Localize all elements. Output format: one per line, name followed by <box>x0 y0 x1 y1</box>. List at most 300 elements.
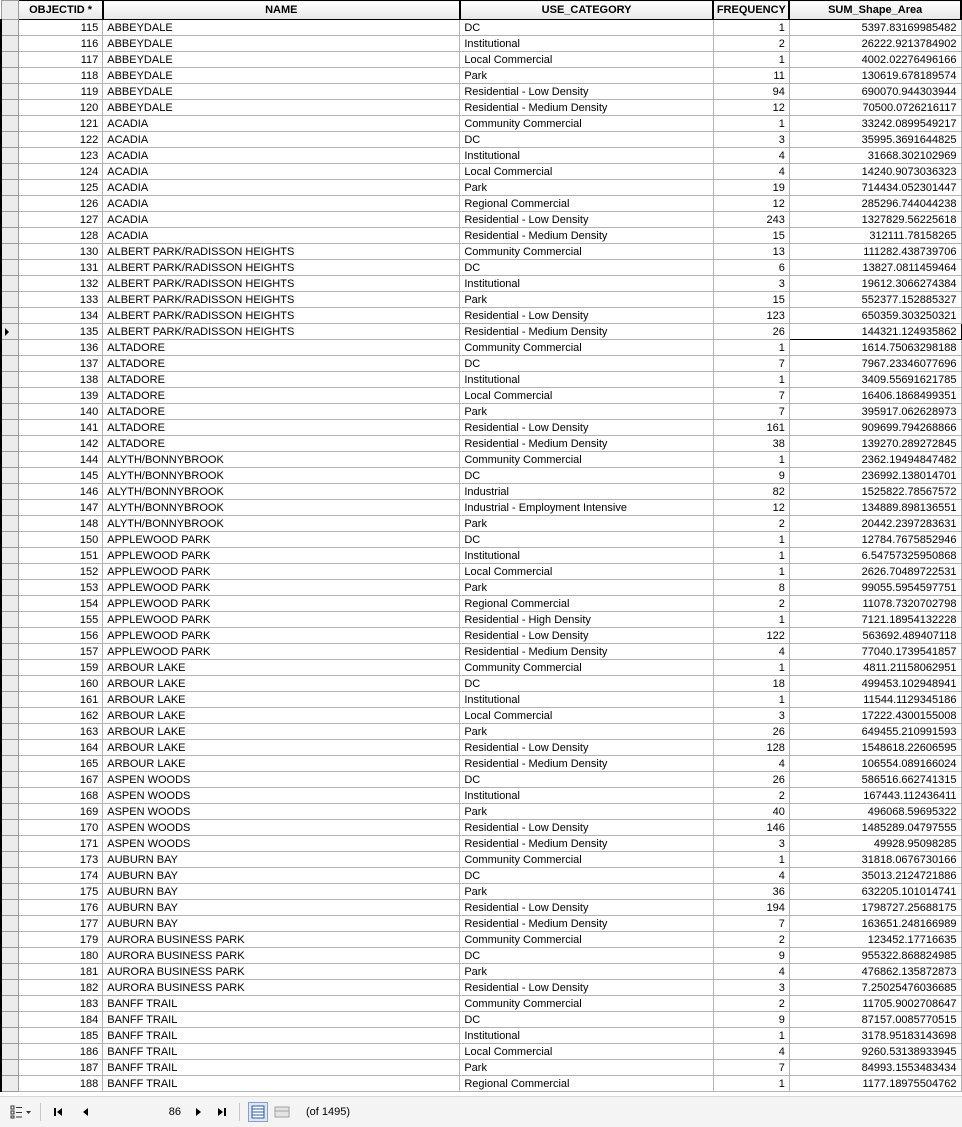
cell-use-category[interactable]: Regional Commercial <box>460 596 714 612</box>
cell-objectid[interactable]: 180 <box>19 948 103 964</box>
cell-frequency[interactable]: 4 <box>713 644 789 660</box>
cell-name[interactable]: ALTADORE <box>103 420 460 436</box>
cell-use-category[interactable]: Park <box>460 180 714 196</box>
row-selector[interactable] <box>1 580 19 596</box>
cell-frequency[interactable]: 1 <box>713 692 789 708</box>
cell-frequency[interactable]: 4 <box>713 1044 789 1060</box>
cell-use-category[interactable]: Local Commercial <box>460 1044 714 1060</box>
cell-name[interactable]: AURORA BUSINESS PARK <box>103 980 460 996</box>
cell-sum-shape-area[interactable]: 690070.944303944 <box>789 84 961 100</box>
row-selector[interactable] <box>1 724 19 740</box>
table-row[interactable] <box>1 772 961 788</box>
cell-objectid[interactable]: 164 <box>19 740 103 756</box>
table-row[interactable] <box>1 516 961 532</box>
table-row[interactable] <box>1 980 961 996</box>
cell-sum-shape-area[interactable]: 563692.489407118 <box>789 628 961 644</box>
cell-frequency[interactable]: 4 <box>713 964 789 980</box>
cell-frequency[interactable]: 2 <box>713 596 789 612</box>
cell-frequency[interactable]: 1 <box>713 852 789 868</box>
cell-use-category[interactable]: Park <box>460 884 714 900</box>
cell-objectid[interactable]: 155 <box>19 612 103 628</box>
table-row[interactable] <box>1 116 961 132</box>
table-row[interactable] <box>1 820 961 836</box>
cell-sum-shape-area[interactable]: 285296.744044238 <box>789 196 961 212</box>
cell-frequency[interactable]: 1 <box>713 1076 789 1092</box>
cell-objectid[interactable]: 154 <box>19 596 103 612</box>
cell-objectid[interactable]: 170 <box>19 820 103 836</box>
cell-sum-shape-area[interactable]: 586516.662741315 <box>789 772 961 788</box>
row-selector[interactable] <box>1 500 19 516</box>
cell-use-category[interactable]: Park <box>460 292 714 308</box>
table-row[interactable] <box>1 900 961 916</box>
row-selector[interactable] <box>1 1044 19 1060</box>
table-row[interactable] <box>1 52 961 68</box>
cell-sum-shape-area[interactable]: 650359.303250321 <box>789 308 961 324</box>
cell-use-category[interactable]: Local Commercial <box>460 708 714 724</box>
cell-sum-shape-area[interactable]: 31668.302102969 <box>789 148 961 164</box>
table-row[interactable] <box>1 276 961 292</box>
table-row[interactable] <box>1 404 961 420</box>
row-selector[interactable] <box>1 564 19 580</box>
cell-objectid[interactable]: 137 <box>19 356 103 372</box>
table-row[interactable] <box>1 868 961 884</box>
cell-name[interactable]: ASPEN WOODS <box>103 820 460 836</box>
cell-objectid[interactable]: 147 <box>19 500 103 516</box>
cell-name[interactable]: ALYTH/BONNYBROOK <box>103 516 460 532</box>
cell-objectid[interactable]: 151 <box>19 548 103 564</box>
cell-frequency[interactable]: 40 <box>713 804 789 820</box>
cell-frequency[interactable]: 12 <box>713 500 789 516</box>
table-row[interactable] <box>1 164 961 180</box>
table-row[interactable] <box>1 836 961 852</box>
cell-name[interactable]: BANFF TRAIL <box>103 1028 460 1044</box>
row-selector[interactable] <box>1 1028 19 1044</box>
cell-sum-shape-area[interactable]: 84993.1553483434 <box>789 1060 961 1076</box>
cell-sum-shape-area[interactable]: 2362.19494847482 <box>789 452 961 468</box>
cell-name[interactable]: ABBEYDALE <box>103 84 460 100</box>
cell-sum-shape-area[interactable]: 1327829.56225618 <box>789 212 961 228</box>
table-row[interactable] <box>1 628 961 644</box>
cell-name[interactable]: BANFF TRAIL <box>103 1060 460 1076</box>
table-row[interactable] <box>1 468 961 484</box>
cell-objectid[interactable]: 168 <box>19 788 103 804</box>
cell-use-category[interactable]: Park <box>460 580 714 596</box>
row-selector[interactable] <box>1 52 19 68</box>
cell-name[interactable]: ALTADORE <box>103 436 460 452</box>
cell-frequency[interactable]: 194 <box>713 900 789 916</box>
cell-objectid[interactable]: 182 <box>19 980 103 996</box>
cell-objectid[interactable]: 133 <box>19 292 103 308</box>
cell-sum-shape-area[interactable]: 130619.678189574 <box>789 68 961 84</box>
cell-sum-shape-area[interactable]: 1614.75063298188 <box>789 340 961 356</box>
table-row[interactable] <box>1 388 961 404</box>
cell-sum-shape-area[interactable]: 33242.0899549217 <box>789 116 961 132</box>
row-selector[interactable] <box>1 1060 19 1076</box>
cell-name[interactable]: ALBERT PARK/RADISSON HEIGHTS <box>103 244 460 260</box>
row-selector[interactable] <box>1 932 19 948</box>
cell-use-category[interactable]: Residential - Low Density <box>460 740 714 756</box>
cell-frequency[interactable]: 161 <box>713 420 789 436</box>
cell-use-category[interactable]: Residential - Medium Density <box>460 644 714 660</box>
cell-frequency[interactable]: 38 <box>713 436 789 452</box>
cell-name[interactable]: APPLEWOOD PARK <box>103 564 460 580</box>
row-selector[interactable] <box>1 388 19 404</box>
cell-objectid[interactable]: 139 <box>19 388 103 404</box>
table-row[interactable] <box>1 948 961 964</box>
cell-objectid[interactable]: 165 <box>19 756 103 772</box>
cell-objectid[interactable]: 148 <box>19 516 103 532</box>
cell-sum-shape-area[interactable]: 6.54757325950868 <box>789 548 961 564</box>
cell-sum-shape-area[interactable]: 395917.062628973 <box>789 404 961 420</box>
cell-frequency[interactable]: 7 <box>713 388 789 404</box>
cell-name[interactable]: ALBERT PARK/RADISSON HEIGHTS <box>103 292 460 308</box>
table-row[interactable] <box>1 420 961 436</box>
cell-sum-shape-area[interactable]: 909699.794268866 <box>789 420 961 436</box>
cell-sum-shape-area[interactable]: 236992.138014701 <box>789 468 961 484</box>
table-row[interactable] <box>1 452 961 468</box>
cell-objectid[interactable]: 128 <box>19 228 103 244</box>
cell-frequency[interactable]: 146 <box>713 820 789 836</box>
cell-name[interactable]: APPLEWOOD PARK <box>103 580 460 596</box>
cell-name[interactable]: ACADIA <box>103 180 460 196</box>
cell-use-category[interactable]: Park <box>460 724 714 740</box>
cell-name[interactable]: ARBOUR LAKE <box>103 724 460 740</box>
cell-use-category[interactable]: Park <box>460 404 714 420</box>
cell-use-category[interactable]: Park <box>460 964 714 980</box>
cell-sum-shape-area[interactable]: 3409.55691621785 <box>789 372 961 388</box>
cell-objectid[interactable]: 141 <box>19 420 103 436</box>
cell-name[interactable]: AUBURN BAY <box>103 916 460 932</box>
row-selector[interactable] <box>1 276 19 292</box>
cell-sum-shape-area[interactable]: 3178.95183143698 <box>789 1028 961 1044</box>
cell-frequency[interactable]: 2 <box>713 788 789 804</box>
table-row[interactable] <box>1 372 961 388</box>
cell-frequency[interactable]: 2 <box>713 996 789 1012</box>
cell-name[interactable]: ARBOUR LAKE <box>103 756 460 772</box>
row-selector[interactable] <box>1 836 19 852</box>
cell-use-category[interactable]: Regional Commercial <box>460 196 714 212</box>
cell-use-category[interactable]: Residential - Medium Density <box>460 436 714 452</box>
table-row[interactable] <box>1 884 961 900</box>
cell-objectid[interactable]: 163 <box>19 724 103 740</box>
table-row[interactable] <box>1 308 961 324</box>
row-selector[interactable] <box>1 676 19 692</box>
cell-objectid[interactable]: 117 <box>19 52 103 68</box>
first-record-button[interactable] <box>49 1101 67 1123</box>
cell-objectid[interactable]: 176 <box>19 900 103 916</box>
table-row[interactable] <box>1 20 961 36</box>
cell-sum-shape-area[interactable]: 4002.02276496166 <box>789 52 961 68</box>
table-row[interactable] <box>1 740 961 756</box>
cell-objectid[interactable]: 132 <box>19 276 103 292</box>
cell-frequency[interactable]: 12 <box>713 196 789 212</box>
cell-name[interactable]: AURORA BUSINESS PARK <box>103 948 460 964</box>
table-row[interactable] <box>1 100 961 116</box>
cell-objectid[interactable]: 122 <box>19 132 103 148</box>
cell-sum-shape-area[interactable]: 312111.78158265 <box>789 228 961 244</box>
cell-use-category[interactable]: Regional Commercial <box>460 1076 714 1092</box>
cell-name[interactable]: AURORA BUSINESS PARK <box>103 932 460 948</box>
row-selector[interactable] <box>1 516 19 532</box>
cell-name[interactable]: ALBERT PARK/RADISSON HEIGHTS <box>103 260 460 276</box>
row-selector[interactable] <box>1 372 19 388</box>
cell-frequency[interactable]: 243 <box>713 212 789 228</box>
cell-objectid[interactable]: 120 <box>19 100 103 116</box>
table-row[interactable] <box>1 996 961 1012</box>
cell-name[interactable]: AUBURN BAY <box>103 884 460 900</box>
cell-sum-shape-area[interactable]: 26222.9213784902 <box>789 36 961 52</box>
row-selector[interactable] <box>1 452 19 468</box>
cell-use-category[interactable]: Residential - Low Density <box>460 212 714 228</box>
cell-use-category[interactable]: Local Commercial <box>460 52 714 68</box>
cell-objectid[interactable]: 124 <box>19 164 103 180</box>
row-selector[interactable] <box>1 36 19 52</box>
row-selector[interactable] <box>1 484 19 500</box>
table-row[interactable] <box>1 596 961 612</box>
cell-frequency[interactable]: 7 <box>713 1060 789 1076</box>
cell-use-category[interactable]: Community Commercial <box>460 852 714 868</box>
cell-objectid[interactable]: 183 <box>19 996 103 1012</box>
cell-name[interactable]: AUBURN BAY <box>103 900 460 916</box>
cell-sum-shape-area[interactable]: 496068.59695322 <box>789 804 961 820</box>
cell-use-category[interactable]: Community Commercial <box>460 340 714 356</box>
cell-frequency[interactable]: 3 <box>713 132 789 148</box>
cell-objectid[interactable]: 130 <box>19 244 103 260</box>
cell-frequency[interactable]: 18 <box>713 676 789 692</box>
cell-use-category[interactable]: Institutional <box>460 788 714 804</box>
cell-sum-shape-area[interactable]: 1548618.22606595 <box>789 740 961 756</box>
row-selector[interactable] <box>1 20 19 36</box>
cell-use-category[interactable]: Park <box>460 516 714 532</box>
table-row[interactable] <box>1 36 961 52</box>
cell-use-category[interactable]: Community Commercial <box>460 932 714 948</box>
cell-frequency[interactable]: 2 <box>713 516 789 532</box>
column-header-name[interactable]: NAME <box>103 1 460 20</box>
cell-name[interactable]: ALYTH/BONNYBROOK <box>103 484 460 500</box>
row-selector[interactable] <box>1 980 19 996</box>
row-selector[interactable] <box>1 644 19 660</box>
cell-sum-shape-area[interactable]: 35013.2124721886 <box>789 868 961 884</box>
cell-use-category[interactable]: DC <box>460 1012 714 1028</box>
cell-frequency[interactable]: 1 <box>713 612 789 628</box>
row-selector[interactable] <box>1 260 19 276</box>
row-selector[interactable] <box>1 116 19 132</box>
cell-name[interactable]: ASPEN WOODS <box>103 772 460 788</box>
row-selector[interactable] <box>1 100 19 116</box>
cell-name[interactable]: ACADIA <box>103 116 460 132</box>
row-selector[interactable] <box>1 964 19 980</box>
row-selector[interactable] <box>1 948 19 964</box>
cell-frequency[interactable]: 9 <box>713 1012 789 1028</box>
table-row[interactable] <box>1 148 961 164</box>
row-selector[interactable] <box>1 308 19 324</box>
cell-use-category[interactable]: Community Commercial <box>460 660 714 676</box>
row-selector[interactable] <box>1 708 19 724</box>
cell-sum-shape-area[interactable]: 11544.1129345186 <box>789 692 961 708</box>
cell-frequency[interactable]: 4 <box>713 868 789 884</box>
cell-name[interactable]: APPLEWOOD PARK <box>103 532 460 548</box>
cell-objectid[interactable]: 171 <box>19 836 103 852</box>
cell-frequency[interactable]: 94 <box>713 84 789 100</box>
cell-name[interactable]: ABBEYDALE <box>103 20 460 36</box>
cell-name[interactable]: ABBEYDALE <box>103 36 460 52</box>
current-record-field[interactable] <box>117 1104 185 1120</box>
cell-name[interactable]: ARBOUR LAKE <box>103 660 460 676</box>
row-selector[interactable] <box>1 436 19 452</box>
cell-sum-shape-area[interactable]: 106554.089166024 <box>789 756 961 772</box>
cell-sum-shape-area[interactable]: 13827.0811459464 <box>789 260 961 276</box>
cell-frequency[interactable]: 26 <box>713 724 789 740</box>
cell-sum-shape-area[interactable]: 714434.052301447 <box>789 180 961 196</box>
cell-sum-shape-area[interactable]: 11078.7320702798 <box>789 596 961 612</box>
cell-frequency[interactable]: 26 <box>713 324 789 340</box>
cell-name[interactable]: ALTADORE <box>103 388 460 404</box>
previous-record-button[interactable] <box>77 1101 95 1123</box>
cell-name[interactable]: ARBOUR LAKE <box>103 692 460 708</box>
cell-name[interactable]: ACADIA <box>103 196 460 212</box>
cell-frequency[interactable]: 13 <box>713 244 789 260</box>
cell-name[interactable]: ARBOUR LAKE <box>103 740 460 756</box>
row-selector[interactable] <box>1 660 19 676</box>
cell-sum-shape-area[interactable]: 7967.23346077696 <box>789 356 961 372</box>
cell-objectid[interactable]: 179 <box>19 932 103 948</box>
cell-use-category[interactable]: Park <box>460 804 714 820</box>
cell-name[interactable]: AURORA BUSINESS PARK <box>103 964 460 980</box>
cell-name[interactable]: APPLEWOOD PARK <box>103 548 460 564</box>
cell-name[interactable]: BANFF TRAIL <box>103 1076 460 1092</box>
cell-frequency[interactable]: 4 <box>713 164 789 180</box>
cell-sum-shape-area[interactable]: 31818.0676730166 <box>789 852 961 868</box>
cell-name[interactable]: ALTADORE <box>103 356 460 372</box>
table-row[interactable] <box>1 532 961 548</box>
cell-objectid[interactable]: 156 <box>19 628 103 644</box>
table-row[interactable] <box>1 436 961 452</box>
cell-objectid[interactable]: 177 <box>19 916 103 932</box>
cell-name[interactable]: ABBEYDALE <box>103 100 460 116</box>
cell-objectid[interactable]: 145 <box>19 468 103 484</box>
cell-name[interactable]: BANFF TRAIL <box>103 996 460 1012</box>
cell-frequency[interactable]: 3 <box>713 276 789 292</box>
cell-objectid[interactable]: 161 <box>19 692 103 708</box>
table-row[interactable] <box>1 708 961 724</box>
table-row[interactable] <box>1 1012 961 1028</box>
cell-use-category[interactable]: Community Commercial <box>460 116 714 132</box>
cell-sum-shape-area[interactable]: 12784.7675852946 <box>789 532 961 548</box>
cell-sum-shape-area[interactable]: 9260.53138933945 <box>789 1044 961 1060</box>
row-selector[interactable] <box>1 196 19 212</box>
cell-use-category[interactable]: DC <box>460 532 714 548</box>
show-all-records-button[interactable] <box>248 1102 268 1122</box>
cell-use-category[interactable]: DC <box>460 468 714 484</box>
cell-use-category[interactable]: Community Commercial <box>460 996 714 1012</box>
cell-use-category[interactable]: Residential - Low Density <box>460 84 714 100</box>
table-row[interactable] <box>1 260 961 276</box>
cell-name[interactable]: ALBERT PARK/RADISSON HEIGHTS <box>103 324 460 340</box>
row-selector[interactable] <box>1 228 19 244</box>
cell-name[interactable]: APPLEWOOD PARK <box>103 644 460 660</box>
cell-name[interactable]: BANFF TRAIL <box>103 1044 460 1060</box>
cell-objectid[interactable]: 140 <box>19 404 103 420</box>
cell-use-category[interactable]: Community Commercial <box>460 452 714 468</box>
table-row[interactable] <box>1 804 961 820</box>
cell-use-category[interactable]: DC <box>460 772 714 788</box>
cell-frequency[interactable]: 1 <box>713 548 789 564</box>
cell-objectid[interactable]: 142 <box>19 436 103 452</box>
cell-frequency[interactable]: 7 <box>713 356 789 372</box>
cell-objectid[interactable]: 125 <box>19 180 103 196</box>
table-row[interactable] <box>1 68 961 84</box>
cell-use-category[interactable]: Residential - Medium Density <box>460 836 714 852</box>
cell-name[interactable]: ALBERT PARK/RADISSON HEIGHTS <box>103 276 460 292</box>
cell-frequency[interactable]: 2 <box>713 932 789 948</box>
cell-objectid[interactable]: 116 <box>19 36 103 52</box>
cell-sum-shape-area[interactable]: 111282.438739706 <box>789 244 961 260</box>
cell-use-category[interactable]: Residential - Low Density <box>460 628 714 644</box>
cell-sum-shape-area[interactable]: 20442.2397283631 <box>789 516 961 532</box>
row-selector[interactable] <box>1 740 19 756</box>
cell-objectid[interactable]: 173 <box>19 852 103 868</box>
cell-objectid[interactable]: 127 <box>19 212 103 228</box>
cell-objectid[interactable]: 188 <box>19 1076 103 1092</box>
cell-name[interactable]: ACADIA <box>103 132 460 148</box>
cell-name[interactable]: ASPEN WOODS <box>103 788 460 804</box>
cell-objectid[interactable]: 157 <box>19 644 103 660</box>
cell-sum-shape-area[interactable]: 49928.95098285 <box>789 836 961 852</box>
cell-sum-shape-area[interactable]: 70500.0726216117 <box>789 100 961 116</box>
row-selector[interactable] <box>1 340 19 356</box>
row-selector[interactable] <box>1 404 19 420</box>
cell-objectid[interactable]: 146 <box>19 484 103 500</box>
cell-objectid[interactable]: 185 <box>19 1028 103 1044</box>
cell-name[interactable]: ALYTH/BONNYBROOK <box>103 500 460 516</box>
cell-use-category[interactable]: Institutional <box>460 276 714 292</box>
table-row[interactable] <box>1 228 961 244</box>
table-row[interactable] <box>1 132 961 148</box>
cell-objectid[interactable]: 131 <box>19 260 103 276</box>
row-selector[interactable] <box>1 612 19 628</box>
cell-frequency[interactable]: 9 <box>713 948 789 964</box>
cell-sum-shape-area[interactable]: 167443.112436411 <box>789 788 961 804</box>
cell-frequency[interactable]: 19 <box>713 180 789 196</box>
cell-name[interactable]: BANFF TRAIL <box>103 1012 460 1028</box>
row-selector[interactable] <box>1 180 19 196</box>
table-row[interactable] <box>1 1044 961 1060</box>
cell-use-category[interactable]: Residential - Medium Density <box>460 324 714 340</box>
cell-use-category[interactable]: DC <box>460 676 714 692</box>
cell-use-category[interactable]: Institutional <box>460 548 714 564</box>
cell-name[interactable]: APPLEWOOD PARK <box>103 628 460 644</box>
table-row[interactable] <box>1 212 961 228</box>
table-row[interactable] <box>1 756 961 772</box>
cell-name[interactable]: AUBURN BAY <box>103 852 460 868</box>
cell-sum-shape-area[interactable]: 2626.70489722531 <box>789 564 961 580</box>
cell-name[interactable]: APPLEWOOD PARK <box>103 596 460 612</box>
cell-frequency[interactable]: 8 <box>713 580 789 596</box>
cell-frequency[interactable]: 3 <box>713 708 789 724</box>
table-row[interactable] <box>1 932 961 948</box>
cell-frequency[interactable]: 1 <box>713 116 789 132</box>
row-selector[interactable] <box>1 692 19 708</box>
cell-name[interactable]: ARBOUR LAKE <box>103 676 460 692</box>
cell-sum-shape-area[interactable]: 1177.18975504762 <box>789 1076 961 1092</box>
table-row[interactable] <box>1 292 961 308</box>
row-selector[interactable] <box>1 356 19 372</box>
cell-objectid[interactable]: 121 <box>19 116 103 132</box>
table-row[interactable] <box>1 612 961 628</box>
cell-use-category[interactable]: Industrial - Employment Intensive <box>460 500 714 516</box>
cell-name[interactable]: ARBOUR LAKE <box>103 708 460 724</box>
table-row[interactable] <box>1 660 961 676</box>
